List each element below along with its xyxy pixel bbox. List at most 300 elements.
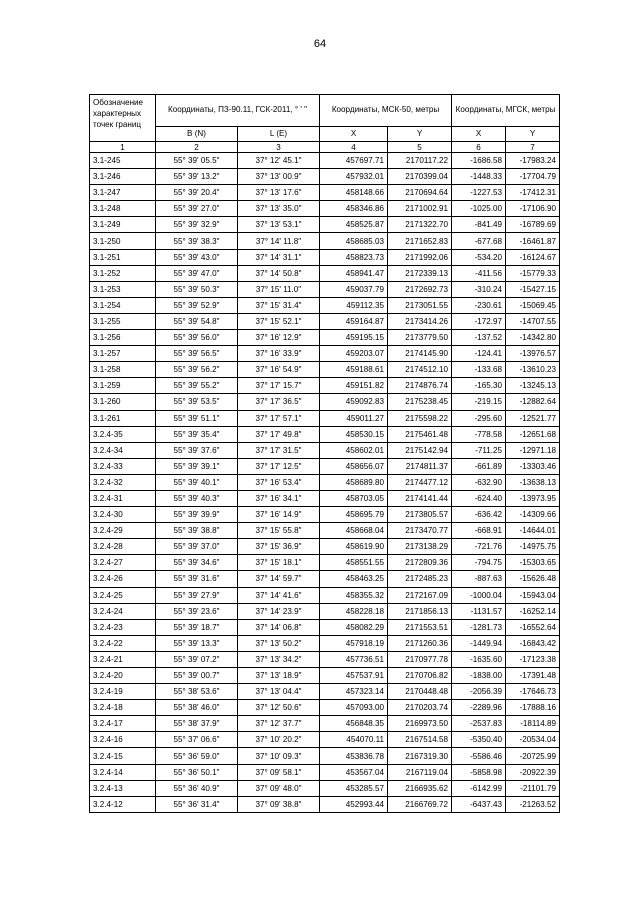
mgsk-x-cell: -887.63: [452, 571, 506, 587]
longitude-cell: 37° 12' 50.6": [238, 700, 320, 716]
msk-x-cell: 458685.03: [320, 233, 388, 249]
point-id-cell: 3.2.4-16: [90, 732, 156, 748]
column-number: 3: [238, 142, 320, 153]
longitude-cell: 37° 13' 18.9": [238, 668, 320, 684]
mgsk-x-cell: -794.75: [452, 555, 506, 571]
longitude-cell: 37° 14' 31.1": [238, 249, 320, 265]
mgsk-x-cell: -165.30: [452, 378, 506, 394]
mgsk-y-cell: -16124.67: [506, 249, 560, 265]
table-row: [90, 619, 560, 635]
longitude-cell: 37° 13' 17.6": [238, 185, 320, 201]
msk-y-cell: 2175461.48: [388, 426, 452, 442]
msk-x-cell: 457323.14: [320, 684, 388, 700]
mgsk-x-cell: -5858.98: [452, 764, 506, 780]
msk-x-cell: 459203.07: [320, 346, 388, 362]
mgsk-y-cell: -17646.73: [506, 684, 560, 700]
table-row: [90, 426, 560, 442]
mgsk-x-cell: -841.49: [452, 217, 506, 233]
mgsk-x-cell: -632.90: [452, 474, 506, 490]
longitude-cell: 37° 12' 37.7": [238, 716, 320, 732]
longitude-cell: 37° 17' 31.5": [238, 442, 320, 458]
table-row: [90, 346, 560, 362]
longitude-cell: 37° 16' 53.4": [238, 474, 320, 490]
mgsk-x-cell: -1281.73: [452, 619, 506, 635]
point-id-cell: 3.2.4-26: [90, 571, 156, 587]
point-id-cell: 3.2.4-28: [90, 539, 156, 555]
longitude-cell: 37° 13' 04.4": [238, 684, 320, 700]
table-row: [90, 684, 560, 700]
subheader-mgsk-y: Y: [506, 126, 560, 141]
table-row: [90, 265, 560, 281]
mgsk-y-cell: -12651.68: [506, 426, 560, 442]
msk-x-cell: 458148.66: [320, 185, 388, 201]
msk-y-cell: 2171992.06: [388, 249, 452, 265]
latitude-cell: 55° 39' 20.4": [156, 185, 238, 201]
latitude-cell: 55° 39' 13.2": [156, 169, 238, 185]
msk-y-cell: 2170117.22: [388, 153, 452, 169]
table-row: [90, 571, 560, 587]
latitude-cell: 55° 39' 39.9": [156, 507, 238, 523]
mgsk-x-cell: -2537.83: [452, 716, 506, 732]
mgsk-y-cell: -14309.66: [506, 507, 560, 523]
mgsk-y-cell: -15779.33: [506, 265, 560, 281]
table-row: [90, 716, 560, 732]
mgsk-x-cell: -411.56: [452, 265, 506, 281]
msk-x-cell: 459195.15: [320, 330, 388, 346]
mgsk-x-cell: -172.97: [452, 313, 506, 329]
point-id-cell: 3.2.4-19: [90, 684, 156, 700]
longitude-cell: 37° 15' 18.1": [238, 555, 320, 571]
column-number: 1: [90, 142, 156, 153]
table-row: [90, 281, 560, 297]
point-id-cell: 3.1-248: [90, 201, 156, 217]
coordinates-table: [89, 94, 560, 813]
msk-y-cell: 2174512.10: [388, 362, 452, 378]
mgsk-x-cell: -1449.94: [452, 635, 506, 651]
point-id-cell: 3.2.4-24: [90, 603, 156, 619]
msk-x-cell: 459011.27: [320, 410, 388, 426]
mgsk-x-cell: -1025.00: [452, 201, 506, 217]
latitude-cell: 55° 39' 27.0": [156, 201, 238, 217]
point-id-cell: 3.1-255: [90, 313, 156, 329]
table-row: [90, 378, 560, 394]
msk-y-cell: 2167319.30: [388, 748, 452, 764]
table-row: [90, 330, 560, 346]
longitude-cell: 37° 17' 49.8": [238, 426, 320, 442]
latitude-cell: 55° 39' 34.6": [156, 555, 238, 571]
latitude-cell: 55° 39' 05.5": [156, 153, 238, 169]
mgsk-y-cell: -16252.14: [506, 603, 560, 619]
point-id-cell: 3.1-257: [90, 346, 156, 362]
msk-x-cell: 458941.47: [320, 265, 388, 281]
mgsk-y-cell: -13638.13: [506, 474, 560, 490]
msk-y-cell: 2171856.13: [388, 603, 452, 619]
point-id-cell: 3.1-246: [90, 169, 156, 185]
longitude-cell: 37° 17' 12.5": [238, 458, 320, 474]
mgsk-y-cell: -16552.64: [506, 619, 560, 635]
msk-x-cell: 459164.87: [320, 313, 388, 329]
mgsk-y-cell: -17704.79: [506, 169, 560, 185]
point-id-cell: 3.1-247: [90, 185, 156, 201]
msk-x-cell: 458695.79: [320, 507, 388, 523]
msk-x-cell: 459151.82: [320, 378, 388, 394]
mgsk-x-cell: -636.42: [452, 507, 506, 523]
longitude-cell: 37° 14' 23.9": [238, 603, 320, 619]
latitude-cell: 55° 38' 53.6": [156, 684, 238, 700]
mgsk-x-cell: -778.58: [452, 426, 506, 442]
table-row: [90, 410, 560, 426]
msk-x-cell: 457093.00: [320, 700, 388, 716]
msk-x-cell: 458530.15: [320, 426, 388, 442]
latitude-cell: 55° 39' 18.7": [156, 619, 238, 635]
mgsk-x-cell: -219.15: [452, 394, 506, 410]
longitude-cell: 37° 16' 34.1": [238, 490, 320, 506]
longitude-cell: 37° 14' 59.7": [238, 571, 320, 587]
mgsk-y-cell: -15303.65: [506, 555, 560, 571]
msk-x-cell: 458346.86: [320, 201, 388, 217]
msk-x-cell: 457537.91: [320, 668, 388, 684]
mgsk-y-cell: -17983.24: [506, 153, 560, 169]
latitude-cell: 55° 39' 31.6": [156, 571, 238, 587]
longitude-cell: 37° 16' 33.9": [238, 346, 320, 362]
msk-y-cell: 2175142.94: [388, 442, 452, 458]
msk-y-cell: 2174141.44: [388, 490, 452, 506]
msk-x-cell: 457918.19: [320, 635, 388, 651]
msk-y-cell: 2174811.37: [388, 458, 452, 474]
msk-y-cell: 2173779.50: [388, 330, 452, 346]
mgsk-y-cell: -13245.13: [506, 378, 560, 394]
latitude-cell: 55° 39' 53.5": [156, 394, 238, 410]
latitude-cell: 55° 38' 46.0": [156, 700, 238, 716]
mgsk-x-cell: -1838.00: [452, 668, 506, 684]
msk-x-cell: 459037.79: [320, 281, 388, 297]
longitude-cell: 37° 09' 38.8": [238, 796, 320, 812]
point-id-cell: 3.1-253: [90, 281, 156, 297]
msk-x-cell: 459188.61: [320, 362, 388, 378]
longitude-cell: 37° 15' 36.9": [238, 539, 320, 555]
latitude-cell: 55° 39' 37.0": [156, 539, 238, 555]
latitude-cell: 55° 39' 55.2": [156, 378, 238, 394]
table-row: [90, 780, 560, 796]
msk-x-cell: 458656.07: [320, 458, 388, 474]
point-id-cell: 3.1-252: [90, 265, 156, 281]
msk-x-cell: 456848.35: [320, 716, 388, 732]
mgsk-x-cell: -230.61: [452, 297, 506, 313]
table-row: [90, 796, 560, 812]
mgsk-x-cell: -1227.53: [452, 185, 506, 201]
table-row: [90, 185, 560, 201]
table-row: [90, 233, 560, 249]
mgsk-x-cell: -1000.04: [452, 587, 506, 603]
longitude-cell: 37° 14' 41.6": [238, 587, 320, 603]
mgsk-x-cell: -661.89: [452, 458, 506, 474]
longitude-cell: 37° 17' 57.1": [238, 410, 320, 426]
mgsk-y-cell: -21263.52: [506, 796, 560, 812]
column-number: 6: [452, 142, 506, 153]
mgsk-y-cell: -14975.75: [506, 539, 560, 555]
point-id-cell: 3.2.4-23: [90, 619, 156, 635]
latitude-cell: 55° 36' 31.4": [156, 796, 238, 812]
longitude-cell: 37° 14' 11.8": [238, 233, 320, 249]
table-row: [90, 668, 560, 684]
msk-y-cell: 2175598.22: [388, 410, 452, 426]
table-row: [90, 474, 560, 490]
latitude-cell: 55° 39' 47.0": [156, 265, 238, 281]
point-id-cell: 3.2.4-29: [90, 523, 156, 539]
mgsk-y-cell: -15626.48: [506, 571, 560, 587]
longitude-cell: 37° 16' 54.9": [238, 362, 320, 378]
msk-y-cell: 2170399.04: [388, 169, 452, 185]
mgsk-x-cell: -6142.99: [452, 780, 506, 796]
latitude-cell: 55° 39' 39.1": [156, 458, 238, 474]
longitude-cell: 37° 12' 45.1": [238, 153, 320, 169]
mgsk-x-cell: -1686.58: [452, 153, 506, 169]
latitude-cell: 55° 39' 32.9": [156, 217, 238, 233]
msk-y-cell: 2171260.36: [388, 635, 452, 651]
table-row: [90, 362, 560, 378]
mgsk-y-cell: -18114.89: [506, 716, 560, 732]
msk-x-cell: 457697.71: [320, 153, 388, 169]
mgsk-y-cell: -13973.95: [506, 490, 560, 506]
latitude-cell: 55° 39' 40.3": [156, 490, 238, 506]
mgsk-y-cell: -21101.79: [506, 780, 560, 796]
mgsk-x-cell: -711.25: [452, 442, 506, 458]
table-row: [90, 539, 560, 555]
latitude-cell: 55° 39' 35.4": [156, 426, 238, 442]
mgsk-x-cell: -124.41: [452, 346, 506, 362]
msk-x-cell: 458463.25: [320, 571, 388, 587]
msk-x-cell: 458551.55: [320, 555, 388, 571]
msk-y-cell: 2167514.58: [388, 732, 452, 748]
mgsk-x-cell: -1635.60: [452, 651, 506, 667]
mgsk-y-cell: -15943.04: [506, 587, 560, 603]
table-row: [90, 297, 560, 313]
msk-y-cell: 2174145.90: [388, 346, 452, 362]
msk-x-cell: 459112.35: [320, 297, 388, 313]
msk-x-cell: 458823.73: [320, 249, 388, 265]
msk-y-cell: 2173805.57: [388, 507, 452, 523]
longitude-cell: 37° 09' 48.0": [238, 780, 320, 796]
mgsk-x-cell: -677.68: [452, 233, 506, 249]
longitude-cell: 37° 10' 09.3": [238, 748, 320, 764]
table-body: [90, 153, 560, 813]
msk-y-cell: 2170977.78: [388, 651, 452, 667]
mgsk-x-cell: -534.20: [452, 249, 506, 265]
longitude-cell: 37° 13' 00.9": [238, 169, 320, 185]
point-id-cell: 3.2.4-34: [90, 442, 156, 458]
table-row: [90, 313, 560, 329]
mgsk-y-cell: -20725.99: [506, 748, 560, 764]
mgsk-y-cell: -20922.39: [506, 764, 560, 780]
latitude-cell: 55° 39' 27.9": [156, 587, 238, 603]
mgsk-y-cell: -13610.23: [506, 362, 560, 378]
point-id-cell: 3.1-251: [90, 249, 156, 265]
longitude-cell: 37° 16' 14.9": [238, 507, 320, 523]
msk-y-cell: 2173414.26: [388, 313, 452, 329]
mgsk-y-cell: -17106.90: [506, 201, 560, 217]
point-id-cell: 3.1-256: [90, 330, 156, 346]
point-id-cell: 3.2.4-31: [90, 490, 156, 506]
designation-header: Обозначение характерных точек границ: [90, 95, 156, 142]
msk-x-cell: 458703.05: [320, 490, 388, 506]
pz-group-header: Координаты, ПЗ-90.11, ГСК-2011, ° ' ": [156, 95, 320, 127]
table-row: [90, 635, 560, 651]
table-row: [90, 201, 560, 217]
point-id-cell: 3.2.4-12: [90, 796, 156, 812]
msk-y-cell: 2172167.09: [388, 587, 452, 603]
point-id-cell: 3.1-254: [90, 297, 156, 313]
table-row: [90, 764, 560, 780]
msk-y-cell: 2174876.74: [388, 378, 452, 394]
point-id-cell: 3.1-261: [90, 410, 156, 426]
point-id-cell: 3.2.4-30: [90, 507, 156, 523]
msk-y-cell: 2171553.51: [388, 619, 452, 635]
mgsk-x-cell: -668.91: [452, 523, 506, 539]
mgsk-x-cell: -1448.33: [452, 169, 506, 185]
longitude-cell: 37° 10' 20.2": [238, 732, 320, 748]
latitude-cell: 55° 39' 37.6": [156, 442, 238, 458]
point-id-cell: 3.2.4-15: [90, 748, 156, 764]
mgsk-x-cell: -624.40: [452, 490, 506, 506]
table-row: [90, 169, 560, 185]
point-id-cell: 3.2.4-18: [90, 700, 156, 716]
mgsk-x-cell: -5350.40: [452, 732, 506, 748]
msk-y-cell: 2167119.04: [388, 764, 452, 780]
table-row: [90, 442, 560, 458]
mgsk-y-cell: -17391.48: [506, 668, 560, 684]
latitude-cell: 55° 36' 40.9": [156, 780, 238, 796]
longitude-cell: 37° 13' 53.1": [238, 217, 320, 233]
msk-x-cell: 457932.01: [320, 169, 388, 185]
mgsk-y-cell: -17123.38: [506, 651, 560, 667]
latitude-cell: 55° 39' 56.2": [156, 362, 238, 378]
table-row: [90, 603, 560, 619]
point-id-cell: 3.2.4-13: [90, 780, 156, 796]
latitude-cell: 55° 39' 54.8": [156, 313, 238, 329]
msk-y-cell: 2172692.73: [388, 281, 452, 297]
table-row: [90, 748, 560, 764]
column-number: 2: [156, 142, 238, 153]
mgsk-y-cell: -13303.46: [506, 458, 560, 474]
msk-x-cell: 452993.44: [320, 796, 388, 812]
msk-x-cell: 458082.29: [320, 619, 388, 635]
msk-y-cell: 2170203.74: [388, 700, 452, 716]
mgsk-y-cell: -16461.87: [506, 233, 560, 249]
longitude-cell: 37° 09' 58.1": [238, 764, 320, 780]
msk-y-cell: 2172485.23: [388, 571, 452, 587]
msk-x-cell: 458689.80: [320, 474, 388, 490]
longitude-cell: 37° 15' 11.0": [238, 281, 320, 297]
mgsk-y-cell: -12971.18: [506, 442, 560, 458]
page-number: 64: [313, 38, 327, 50]
table-row: [90, 153, 560, 169]
msk-y-cell: 2173470.77: [388, 523, 452, 539]
point-id-cell: 3.1-250: [90, 233, 156, 249]
latitude-cell: 55° 39' 56.0": [156, 330, 238, 346]
latitude-cell: 55° 39' 52.9": [156, 297, 238, 313]
msk-y-cell: 2166935.62: [388, 780, 452, 796]
latitude-cell: 55° 39' 13.3": [156, 635, 238, 651]
latitude-cell: 55° 36' 59.0": [156, 748, 238, 764]
point-id-cell: 3.2.4-27: [90, 555, 156, 571]
msk-y-cell: 2171002.91: [388, 201, 452, 217]
subheader-msk-y: Y: [388, 126, 452, 141]
msk-y-cell: 2174477.12: [388, 474, 452, 490]
msk-y-cell: 2175238.45: [388, 394, 452, 410]
latitude-cell: 55° 38' 37.9": [156, 716, 238, 732]
latitude-cell: 55° 39' 00.7": [156, 668, 238, 684]
point-id-cell: 3.2.4-25: [90, 587, 156, 603]
mgsk-y-cell: -13976.57: [506, 346, 560, 362]
msk-y-cell: 2169973.50: [388, 716, 452, 732]
msk-y-cell: 2171652.83: [388, 233, 452, 249]
latitude-cell: 55° 39' 07.2": [156, 651, 238, 667]
subheader-msk-x: X: [320, 126, 388, 141]
subheader-b: B (N): [156, 126, 238, 141]
mgsk-group-header: Координаты, МГСК, метры: [452, 95, 560, 127]
point-id-cell: 3.2.4-32: [90, 474, 156, 490]
latitude-cell: 55° 39' 56.5": [156, 346, 238, 362]
table-row: [90, 555, 560, 571]
longitude-cell: 37° 17' 36.5": [238, 394, 320, 410]
longitude-cell: 37° 13' 50.2": [238, 635, 320, 651]
msk-x-cell: 459092.83: [320, 394, 388, 410]
msk-x-cell: 458355.32: [320, 587, 388, 603]
msk-y-cell: 2170706.82: [388, 668, 452, 684]
point-id-cell: 3.2.4-22: [90, 635, 156, 651]
mgsk-y-cell: -17888.16: [506, 700, 560, 716]
subheader-l: L (E): [238, 126, 320, 141]
msk-y-cell: 2172809.36: [388, 555, 452, 571]
point-id-cell: 3.2.4-33: [90, 458, 156, 474]
mgsk-y-cell: -16843.42: [506, 635, 560, 651]
table-row: [90, 700, 560, 716]
column-number: 5: [388, 142, 452, 153]
mgsk-x-cell: -2056.39: [452, 684, 506, 700]
table-row: [90, 458, 560, 474]
msk-y-cell: 2172339.13: [388, 265, 452, 281]
latitude-cell: 55° 36' 50.1": [156, 764, 238, 780]
msk-x-cell: 458525.87: [320, 217, 388, 233]
longitude-cell: 37° 14' 06.8": [238, 619, 320, 635]
longitude-cell: 37° 15' 52.1": [238, 313, 320, 329]
table-row: [90, 651, 560, 667]
subheader-mgsk-x: X: [452, 126, 506, 141]
longitude-cell: 37° 13' 34.2": [238, 651, 320, 667]
column-number: 4: [320, 142, 388, 153]
mgsk-x-cell: -133.68: [452, 362, 506, 378]
latitude-cell: 55° 37' 06.6": [156, 732, 238, 748]
mgsk-y-cell: -16789.69: [506, 217, 560, 233]
msk-x-cell: 458619.90: [320, 539, 388, 555]
point-id-cell: 3.2.4-17: [90, 716, 156, 732]
msk-x-cell: 453567.04: [320, 764, 388, 780]
mgsk-y-cell: -12882.64: [506, 394, 560, 410]
latitude-cell: 55° 39' 38.3": [156, 233, 238, 249]
table-row: [90, 394, 560, 410]
latitude-cell: 55° 39' 50.3": [156, 281, 238, 297]
mgsk-y-cell: -15427.15: [506, 281, 560, 297]
mgsk-y-cell: -20534.04: [506, 732, 560, 748]
table-row: [90, 732, 560, 748]
table-row: [90, 217, 560, 233]
mgsk-y-cell: -12521.77: [506, 410, 560, 426]
longitude-cell: 37° 15' 55.8": [238, 523, 320, 539]
mgsk-x-cell: -6437.43: [452, 796, 506, 812]
mgsk-y-cell: -14644.01: [506, 523, 560, 539]
point-id-cell: 3.2.4-35: [90, 426, 156, 442]
mgsk-y-cell: -17412.31: [506, 185, 560, 201]
